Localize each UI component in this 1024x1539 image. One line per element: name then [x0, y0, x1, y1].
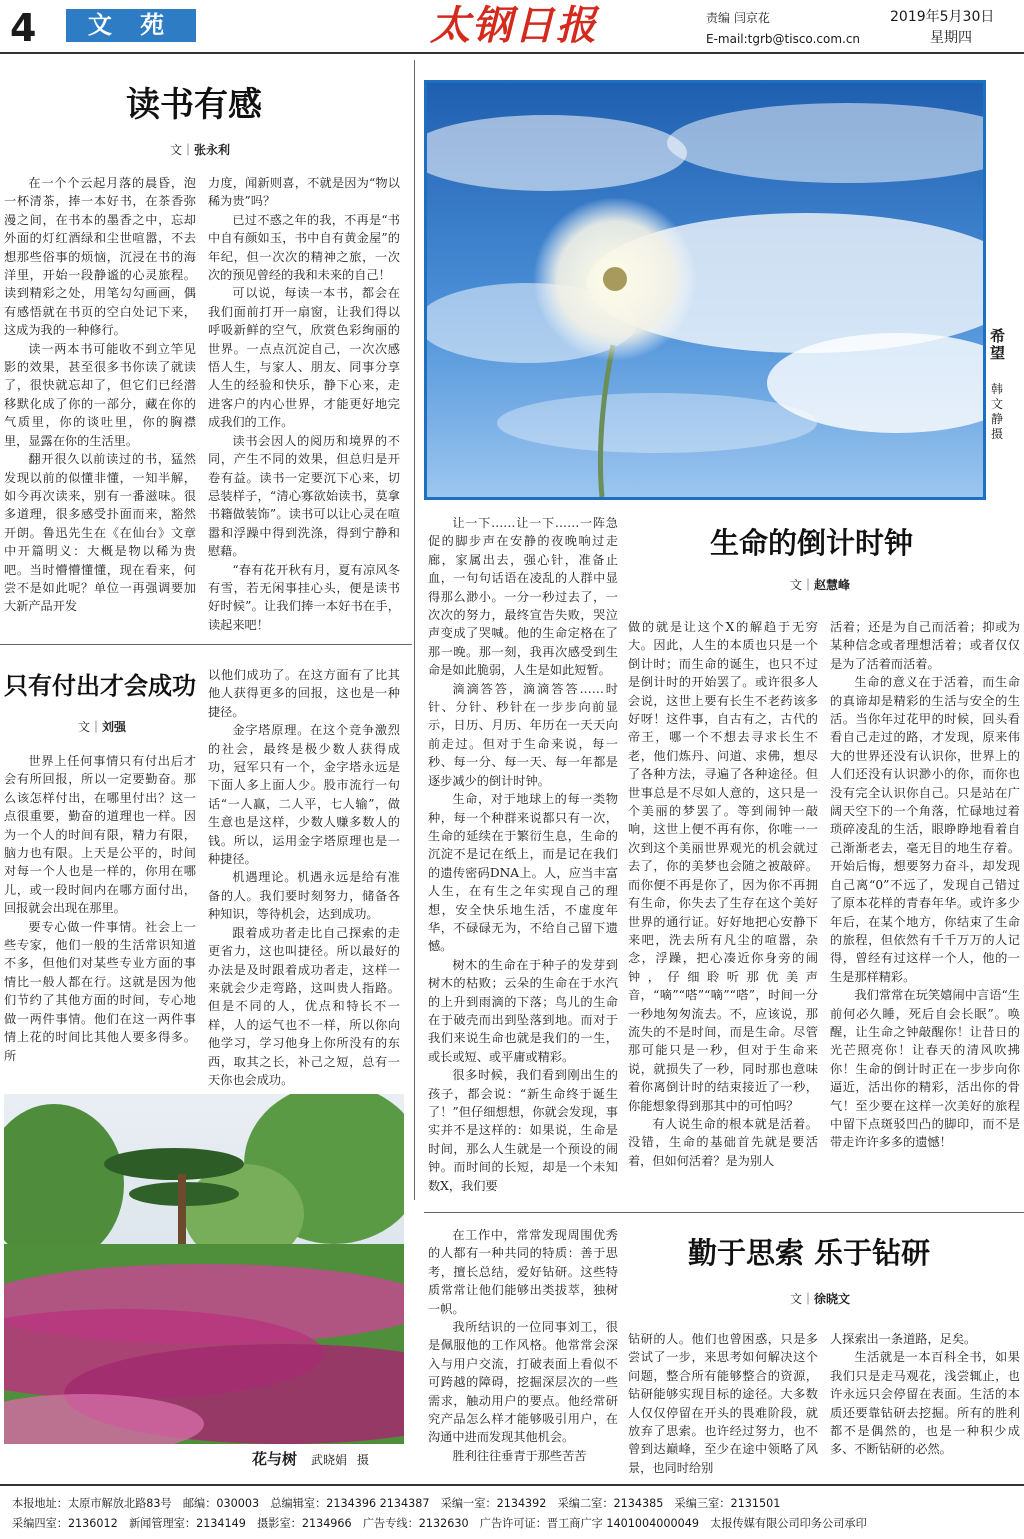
section-divider	[0, 644, 412, 645]
article-column: 在工作中，常常发现周围优秀的人都有一种共同的特质：善于思考，擅长总结，爱好钻研。这些特质常常让他们能够出类拔萃，独树一帜。 我所结识的一位同事刘工，很是佩服他的工作风格。他常常会深入与用户交流，打破表面上看似不可跨越的障碍，挖掘深层次的一些需求，触动用户的要点。他经常研究产品怎么样才能够吸引用户，在沟通中进而发现其他机会。 胜利往往垂青于那些苦苦	[428, 1228, 618, 1463]
tulip-garden-photo	[4, 1094, 404, 1444]
header-rule	[0, 52, 1024, 54]
article-column: 活着；还是为自己而活着；抑或为某种信念或者理想活着；或者仅仅是为了活着而活着。 生命的意义在于活着，而生命的真谛却是精彩的生活与安全的生活。当你年过花甲的时候，回头看看自己走过的路，才发现，原来伟大的世界还没有认识你，世界上的人们还没有认识渺小的你，而你也没有完全认识你自己。只是站在广阔天空下的一个角落，忙碌地过着琐碎凌乱的生活，眼睁睁地看着自己渐渐老去，毫无目的地生存着。开始后悔，想要努力奋斗，却发现自己离“0”不远了，发现自己错过了原本花样的青春年华。或许多少年后，在某个地方，你结束了生命的旅程，但依然有千千万万的人记得，曾经有过这样一个人，他的一生是那样精彩。 我们常常在玩笑嬉闹中言语“生前何必久睡，死后自会长眠”。唤醒，让生命之钟敲醒你！让昔日的光芒照亮你！让春天的清风吹拂你！生命的倒计时正在一步步向你逼近，活出你的精彩，活出你的骨气！至少要在这样一次美好的旅程中留下点斑驳凹凸的脚印，而不是带走许许多多的遗憾！	[830, 620, 1020, 1150]
article-column: 让一下……让一下……一阵急促的脚步声在安静的夜晚响过走廊，家属出去，强心针，准备止血，一句句话语在凌乱的人群中显得那么渺小。一分一秒过去了，一次次的努力，最终宣告失败，哭泣声变成了哭喊。他的生命定格在了那一晚。那一刻，我再次感受到生命是如此脆弱，人生是如此短暂。 滴滴答答，滴滴答答……时针、分针、秒针在一步步向前显示，日历、月历、年历在一天天向前走过。但对于生命来说，每一秒、每一分、每一天、每一年都是逐步减少的倒计时钟。 生命，对于地球上的每一类物种，每一个种群来说都只有一次，生命的延续在于繁衍生息，生命的沉淀不是记在纸上，而是记在我们的遗传密码DNA上。人，应当丰富人生，在有生之年实现自己的理想，安全快乐地生活，不虚度年华，不碌碌无为，不给自己留下遗憾。 树木的生命在于种子的发芽到树木的枯败；云朵的生命在于水汽的上升到雨滴的下落；鸟儿的生命在于破壳而出到坠落到地。而对于我们来说生命也就是我们的一生，或长或短、或平庸或精彩。 很多时候，我们看到刚出生的孩子，都会说：“新生命终于诞生了！”但仔细想想，你就会发现，事实并不是这样的：如果说，生命是时间，那么人生就是一个预设的闹钟。而时间的长短，却是一个未知数X，我们要	[428, 516, 618, 1193]
article-title: 生命的倒计时钟	[710, 526, 914, 560]
email-line	[706, 31, 860, 47]
article-column: 以他们成功了。在这方面有了比其他人获得更多的回报，这也是一种捷径。 金字塔原理。在这个竞争激烈的社会，最终是极少数人获得成功，冠军只有一个，金字塔永远是下面人多上面人少。股市流行一句话“一人赢，二人平，七人输”，做生意也是这样，少数人赚多数人的钱。所以，运用金字塔原理也是一种捷径。 机遇理论。机遇永远是给有准备的人。我们要时刻努力，储备各种知识，等待机会，达到成功。 跟着成功者走比自己探索的走更省力，这也叫捷径。所以最好的办法是及时跟着成功者走，这样一来就会少走弯路，这叫贵人指路。但是不同的人，优点和特长不一样，人的运气也不一样，所以你向他学习，学习他身上你所没有的东西，取其之长，补己之短，总有一天你也会成功。	[208, 668, 400, 1087]
article-column: 做的就是让这个X的解趋于无穷大。因此，人生的本质也只是一个倒计时；而生命的诞生，也只不过是倒计时的开始罢了。或许很多人会说，这世上要有长生不老药该多好呀！这件事，自古有之，古代的帝王，哪一个不想去寻求长生不老，他们炼丹、问道、求佛，想尽了各种方法，寻遍了各种途径。但世事总是不尽如人意的，这只是一个美丽的梦罢了。等到闹钟一敲响，这世上便不再有你，你唯一一次到这个美丽世界观光的机会就过去了，你的美梦也会随之被敲碎。而你便不再是你了，因为你不再拥有生命，你失去了生存在这个美好世界的通行证。好好地把心安静下来吧，洗去所有凡尘的喧嚣，杂念，浮躁，把心凑近你身旁的闹钟，仔细聆听那优美声音，“嘀”“嗒”“嘀”“嗒”，时间一分一秒地匆匆流去。不，应该说，那流失的不是时间，而是生命。尽管那可能只是一秒，但对于生命来说，就损失了一秒，同时那也意味着你离倒计时的结束接近了一秒，你能想象得到那其中的可怕吗？ 有人说生命的根本就是活着。没错，生命的基础首先就是要活着，但如何活着？是为别人	[628, 620, 818, 1168]
article-column: 世界上任何事情只有付出后才会有所回报，所以一定要勤奋。那么该怎样付出，在哪里付出？这一点很重要，勤奋的道理也一样。因为一个人的时间有限，精力有限，脑力也有限。上天是公平的，时间对每一个人也是一样的，你用在哪儿，或一段时间内在哪方面付出，回报就会出现在那里。 要专心做一件事情。社会上一些专家，他们一般的生活常识知道不多，但他们对某些专业方面的事情比一般人都在行。这就是因为他们节约了其他方面的时间，专心地做一两件事情。他们在这一两件事情上花的时间比其他人要多得多。所	[4, 754, 196, 1063]
editor-line	[706, 10, 770, 26]
photo-frame	[424, 80, 986, 500]
section-divider	[424, 1212, 1024, 1213]
article-column: 力度，闻新则喜，不就是因为“物以稀为贵”吗？ 已过不惑之年的我，不再是“书中自有颜如玉，书中自有黄金屋”的年纪，但一次次的精神之旅，一次次的预见曾经的我和未来的自己！ 可以说，每读一本书，都会在我们面前打开一扇窗，让我们得以呼吸新鲜的空气，欣赏色彩绚丽的世界。一点点沉淀自己，一次次感悟人生，与家人、朋友、同事分享人生的经验和快乐，静下心来，走进客户的内心世界，才能更好地完成我们的工作。 读书会因人的阅历和境界的不同，产生不同的效果，但总归是开卷有益。读书一定要沉下心来，切忌装样子，“清心寡欲始读书，莫拿书籍做装饰”。读书可以让心灵在喧嚣和浮躁中得到洗涤，得到宁静和慰藉。 “春有花开秋有月，夏有凉风冬有雪，若无闲事挂心头，便是读书好时候”。让我们捧一本好书在手，读起来吧！	[208, 176, 400, 632]
photographer: 韩文静	[991, 382, 1004, 426]
byline: 文｜张永利	[170, 143, 231, 157]
article-title: 勤于思索 乐于钻研	[688, 1236, 931, 1270]
email-label: E-mail:	[706, 32, 748, 46]
byline: 文｜赵慧峰	[790, 578, 851, 592]
author: 刘强	[102, 720, 127, 734]
masthead: 太钢日报	[430, 2, 598, 49]
author: 赵慧峰	[814, 578, 851, 592]
photo-frame	[4, 1094, 404, 1444]
photo-caption: 花与树 武晓娟 摄	[252, 1450, 369, 1468]
byline: 文｜刘强	[78, 720, 127, 734]
editor-label: 责编	[706, 11, 731, 25]
article-column: 在一个个云起月落的晨昏，泡一杯清茶，捧一本好书，在茶香弥漫之间，在书本的墨香之中，忘却外面的灯红酒绿和尘世喧嚣，不去想那些俗事的烦恼，沉浸在书的海洋里，开始一段静谧的心灵旅程。读到精彩之处，用笔勾勾画画，偶有感悟就在书页的空白处记下来，这成为我的一种修行。 读一两本书可能收不到立竿见影的效果，甚至很多书你读了就读了，很快就忘却了，但它们已经潜移默化成了你的一部分，藏在你的气质里，你的谈吐里，你的胸襟里，显露在你的生活里。 翻开很久以前读过的书，猛然发现以前的似懂非懂，一知半解，如今再次读来，别有一番滋味。很多道理，很多感受扑面而来，豁然开朗。鲁迅先生在《在仙台》文章中开篇明义：大概是物以稀为贵吧。当时懵懵懂懂，现在看来，何尝不是如此呢？单位一再强调要加大新产品开发	[4, 176, 196, 614]
article-title: 只有付出才会成功	[4, 672, 196, 700]
email-address[interactable]: tgrb@tisco.com.cn	[747, 32, 861, 46]
photo-title: 花与树	[252, 1450, 298, 1468]
author: 徐晓文	[814, 1292, 851, 1306]
photo-credit: 韩文静摄	[991, 382, 1004, 441]
photo-title: 希望	[990, 327, 1006, 362]
article-column: 人探索出一条道路，足矣。 生活就是一本百科全书，如果我们只是走马观花，浅尝辄止，也许永远只会停留在表面。生活的本质还要靠钻研去挖掘。所有的胜利都不是偶然的，也是一种积少成多、不断钻研的必然。	[830, 1332, 1020, 1457]
issue-weekday: 星期四	[930, 30, 972, 46]
article-title: 读书有感	[126, 85, 262, 125]
footer-rule	[0, 1484, 1024, 1486]
column-divider	[414, 60, 415, 1200]
editor-name: 闫京花	[733, 11, 770, 25]
dandelion-photo	[427, 83, 983, 497]
section-label: 文 苑	[87, 11, 175, 39]
photographer: 武晓娟	[311, 1453, 348, 1467]
issue-date: 2019年5月30日	[890, 9, 995, 25]
byline: 文｜徐晓文	[790, 1292, 851, 1306]
photo-caption	[990, 328, 1008, 362]
author: 张永利	[194, 143, 231, 157]
section-tag	[66, 9, 196, 42]
page-number: 4	[10, 6, 37, 50]
article-column: 钻研的人。他们也曾困惑，只是多尝试了一步，来思考如何解决这个问题，整合所有能够整合的资源，钻研能够实现目标的途径。大多数人仅仅停留在开头的畏难阶段，就放弃了思索。也许经过努力，也不曾到达巅峰，至少在途中领略了风景，也同时给别	[628, 1332, 818, 1475]
footer-info: 采编四室：2136012 新闻管理室：2134149 摄影室：2134966 广告专线：2132630 广告许可证：晋工商广字 1401004000049 太报传媒有限公司印务公司承印	[12, 1517, 867, 1530]
footer-info: 本报地址：太原市解放北路83号 邮编：030003 总编辑室：2134396 2134387 采编一室：2134392 采编二室：2134385 采编三室：2131501	[12, 1497, 781, 1510]
